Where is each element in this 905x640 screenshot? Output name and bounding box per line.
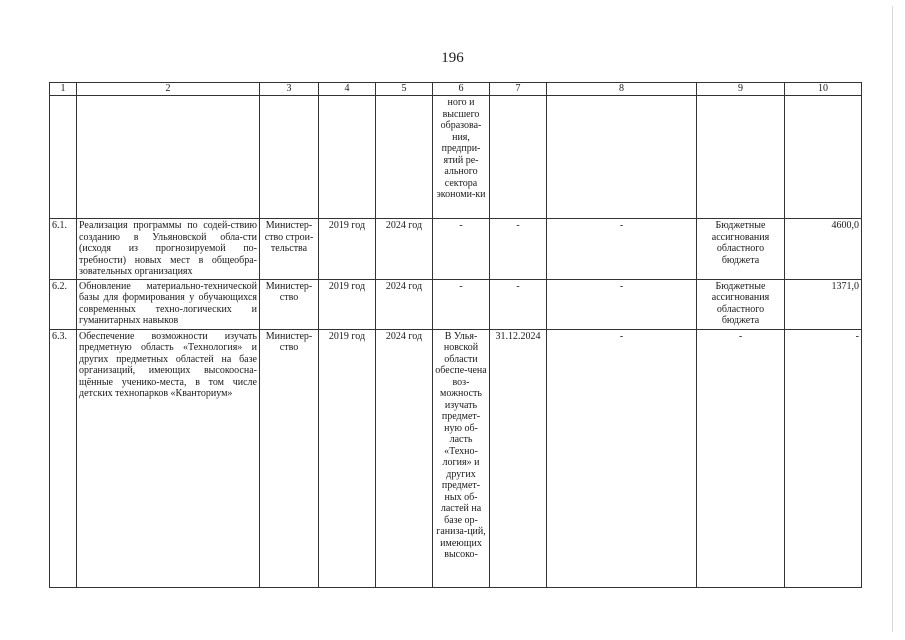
header-cell: 2 xyxy=(77,83,260,96)
table-row xyxy=(50,279,862,329)
budget-table xyxy=(49,82,862,588)
row-date: - xyxy=(490,219,547,280)
cell-empty xyxy=(376,96,433,219)
row-number: 6.1. xyxy=(50,219,77,280)
cell-empty xyxy=(260,96,319,219)
row-amount: - xyxy=(785,329,862,587)
row-end: 2024 год xyxy=(376,329,433,587)
row-executor: Министер-ство xyxy=(260,279,319,329)
row-executor: Министер-ство строи-тельства xyxy=(260,219,319,280)
header-cell: 7 xyxy=(490,83,547,96)
cell-empty xyxy=(547,96,697,219)
header-cell: 5 xyxy=(376,83,433,96)
row-start: 2019 год xyxy=(319,329,376,587)
header-cell: 1 xyxy=(50,83,77,96)
cell-empty xyxy=(50,96,77,219)
row-source: Бюджетные ассигнования областного бюджета xyxy=(697,219,785,280)
page-number: 196 xyxy=(441,50,464,66)
header-cell: 10 xyxy=(785,83,862,96)
header-cell: 3 xyxy=(260,83,319,96)
header-cell: 6 xyxy=(433,83,490,96)
table-row xyxy=(50,219,862,280)
row-result: - xyxy=(433,219,490,280)
row-result: - xyxy=(433,279,490,329)
cell-empty xyxy=(697,96,785,219)
row-amount: 1371,0 xyxy=(785,279,862,329)
row-result: В Улья-новской области обеспе-чена воз-можность изучать предмет-ную об-ласть «Техно-логия» и других предмет-ных об-ластей на базе ор-ганиза-ций, имеющих высоко- xyxy=(433,329,490,587)
cell-result-continuation: ного и высшего образова-ния, предпри-ятий ре-ального сектора экономи-ки xyxy=(433,96,490,219)
cell-empty xyxy=(77,96,260,219)
row-start: 2019 год xyxy=(319,279,376,329)
row-col8: - xyxy=(547,219,697,280)
cell-empty xyxy=(490,96,547,219)
row-number: 6.2. xyxy=(50,279,77,329)
row-amount: 4600,0 xyxy=(785,219,862,280)
row-start: 2019 год xyxy=(319,219,376,280)
row-name: Обеспечение возможности изучать предметную область «Технология» и других предметных областей на базе организаций, имеющих высокоосна-щённые ученико-места, в том числе детских технопарков «Кванториум» xyxy=(77,329,260,587)
header-cell: 9 xyxy=(697,83,785,96)
table-header-row xyxy=(50,83,862,96)
row-end: 2024 год xyxy=(376,279,433,329)
table-row xyxy=(50,329,862,587)
row-col8: - xyxy=(547,329,697,587)
row-source: - xyxy=(697,329,785,587)
row-name: Обновление материально-технической базы для формирования у обучающихся современных техно-логических и гуманитарных навыков xyxy=(77,279,260,329)
cell-empty xyxy=(785,96,862,219)
row-date: 31.12.2024 xyxy=(490,329,547,587)
header-cell: 4 xyxy=(319,83,376,96)
row-col8: - xyxy=(547,279,697,329)
row-executor: Министер-ство xyxy=(260,329,319,587)
row-date: - xyxy=(490,279,547,329)
row-source: Бюджетные ассигнования областного бюджета xyxy=(697,279,785,329)
row-end: 2024 год xyxy=(376,219,433,280)
row-name: Реализация программы по содей-ствию созданию в Ульяновской обла-сти (исходя из прогнозируемой по-требности) новых мест в общеобра-зовательных организациях xyxy=(77,219,260,280)
header-cell: 8 xyxy=(547,83,697,96)
cell-empty xyxy=(319,96,376,219)
table-row-continuation xyxy=(50,96,862,219)
row-number: 6.3. xyxy=(50,329,77,587)
